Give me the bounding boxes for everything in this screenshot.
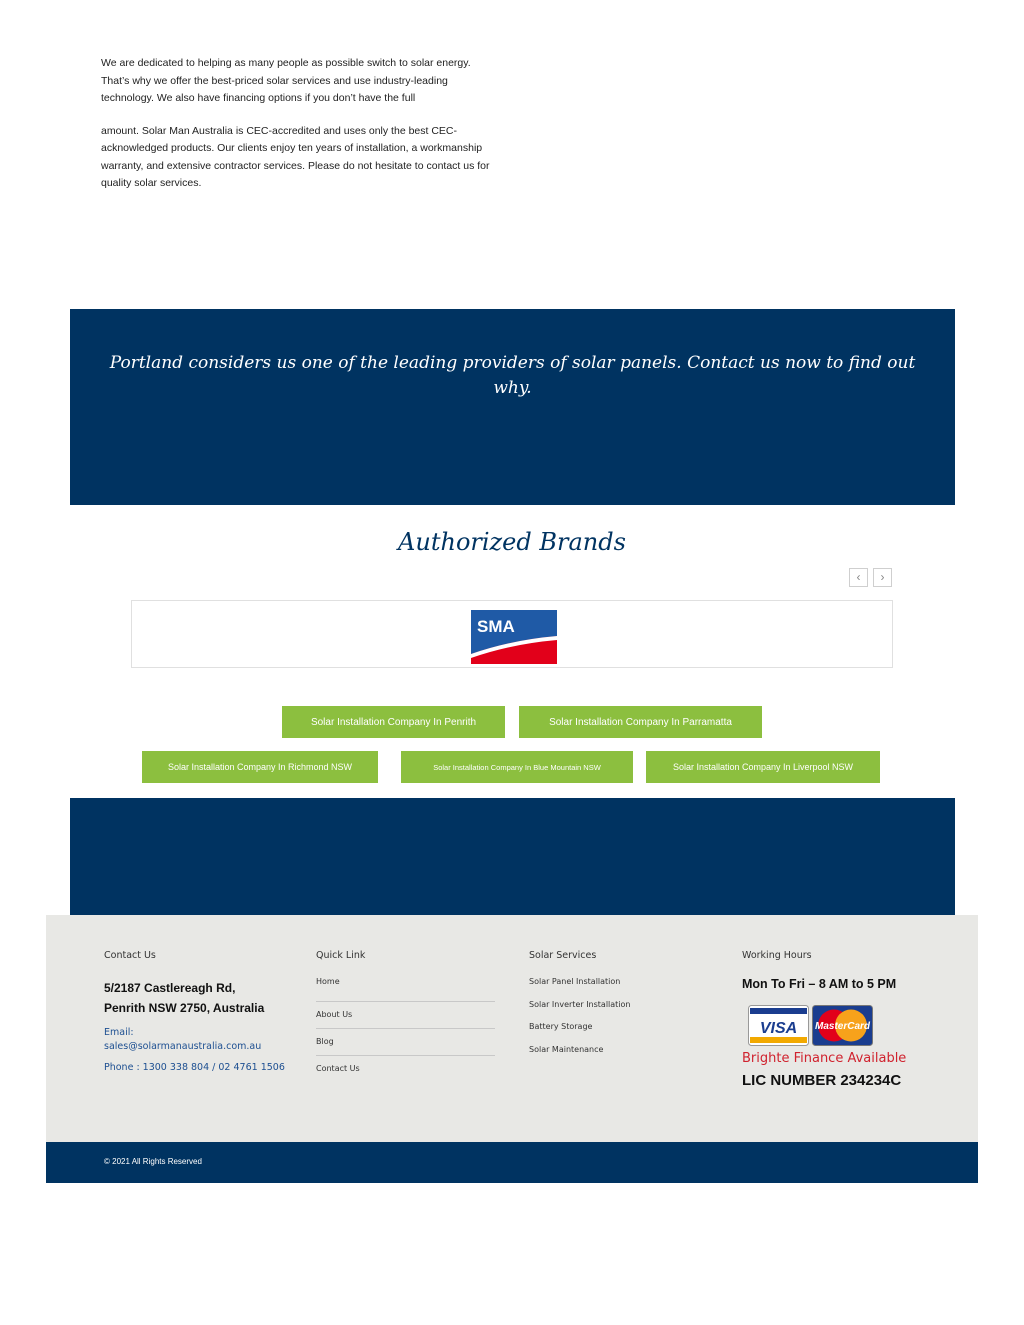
sma-logo [471, 610, 557, 664]
quick-link-about[interactable]: About Us [316, 1002, 495, 1029]
footer-hours [742, 950, 952, 1089]
cta-banner [70, 309, 955, 505]
payment-cards [748, 1005, 952, 1047]
quick-link-blog[interactable]: Blog [316, 1029, 495, 1056]
quick-link-heading: Quick Link [316, 950, 366, 961]
address-line-2: Penrith NSW 2750, Australia [104, 1001, 265, 1015]
intro-paragraph-2: amount. Solar Man Australia is CEC-accredited and uses only the best CEC-acknowledged products. Our clients enjoy ten years of installation, a workmanship warranty, and extensive contractor services. Please do not hesitate to contact us for quality solar services. [101, 124, 490, 189]
address [104, 978, 294, 1018]
phone-link[interactable]: Phone : 1300 338 804 / 02 4761 1506 [104, 1062, 285, 1073]
mastercard-text: MasterCard [814, 1021, 871, 1032]
hours-heading: Working Hours [742, 950, 812, 961]
intro-text [101, 55, 491, 193]
footer-contact [104, 950, 294, 1075]
service-battery-storage[interactable]: Battery Storage [529, 1022, 593, 1031]
service-maintenance[interactable]: Solar Maintenance [529, 1044, 604, 1054]
navy-strip [70, 798, 955, 915]
visa-card-icon [748, 1005, 809, 1046]
service-panel-installation[interactable]: Solar Panel Installation [529, 977, 621, 986]
quick-link-contact[interactable]: Contact Us [316, 1064, 360, 1073]
brands-title: Authorized Brands [398, 528, 626, 556]
service-inverter-installation[interactable]: Solar Inverter Installation [529, 999, 631, 1009]
copyright: © 2021 All Rights Reserved [104, 1157, 202, 1166]
quick-link-home[interactable]: Home [316, 975, 495, 1002]
visa-text: VISA [759, 1020, 798, 1037]
chevron-right-icon[interactable]: › [873, 568, 892, 587]
link-richmond[interactable]: Solar Installation Company In Richmond NSW [142, 751, 378, 783]
footer-services [529, 950, 709, 1065]
services-heading: Solar Services [529, 950, 597, 961]
footer-quick-links [316, 950, 496, 1083]
link-liverpool[interactable]: Solar Installation Company In Liverpool NSW [646, 751, 880, 783]
mastercard-icon [812, 1005, 873, 1046]
chevron-left-icon[interactable]: ‹ [849, 568, 868, 587]
intro-paragraph-1: We are dedicated to helping as many people as possible switch to solar energy. That’s why we offer the best-priced solar services and use industry-leading technology. We also have financing options if you don’t have the full [101, 57, 471, 104]
link-parramatta[interactable]: Solar Installation Company In Parramatta [519, 706, 762, 738]
bottom-bar [46, 1142, 978, 1183]
contact-heading: Contact Us [104, 950, 156, 961]
sma-logo-text: SMA [477, 617, 515, 636]
hours-text: Mon To Fri – 8 AM to 5 PM [742, 977, 897, 991]
link-penrith[interactable]: Solar Installation Company In Penrith [282, 706, 505, 738]
finance-text: Brighte Finance Available [742, 1051, 907, 1066]
brand-carousel [131, 600, 893, 668]
email-block [104, 1026, 294, 1054]
footer [46, 915, 978, 1142]
link-blue-mountain[interactable]: Solar Installation Company In Blue Mountain NSW [401, 751, 633, 783]
license-number: LIC NUMBER 234234C [742, 1072, 902, 1089]
address-line-1: 5/2187 Castlereagh Rd, [104, 981, 236, 995]
banner-text: Portland considers us one of the leading providers of solar panels. Contact us now to find out why. [109, 353, 916, 398]
email-label: Email: [104, 1027, 134, 1038]
email-link[interactable]: sales@solarmanaustralia.com.au [104, 1041, 262, 1052]
